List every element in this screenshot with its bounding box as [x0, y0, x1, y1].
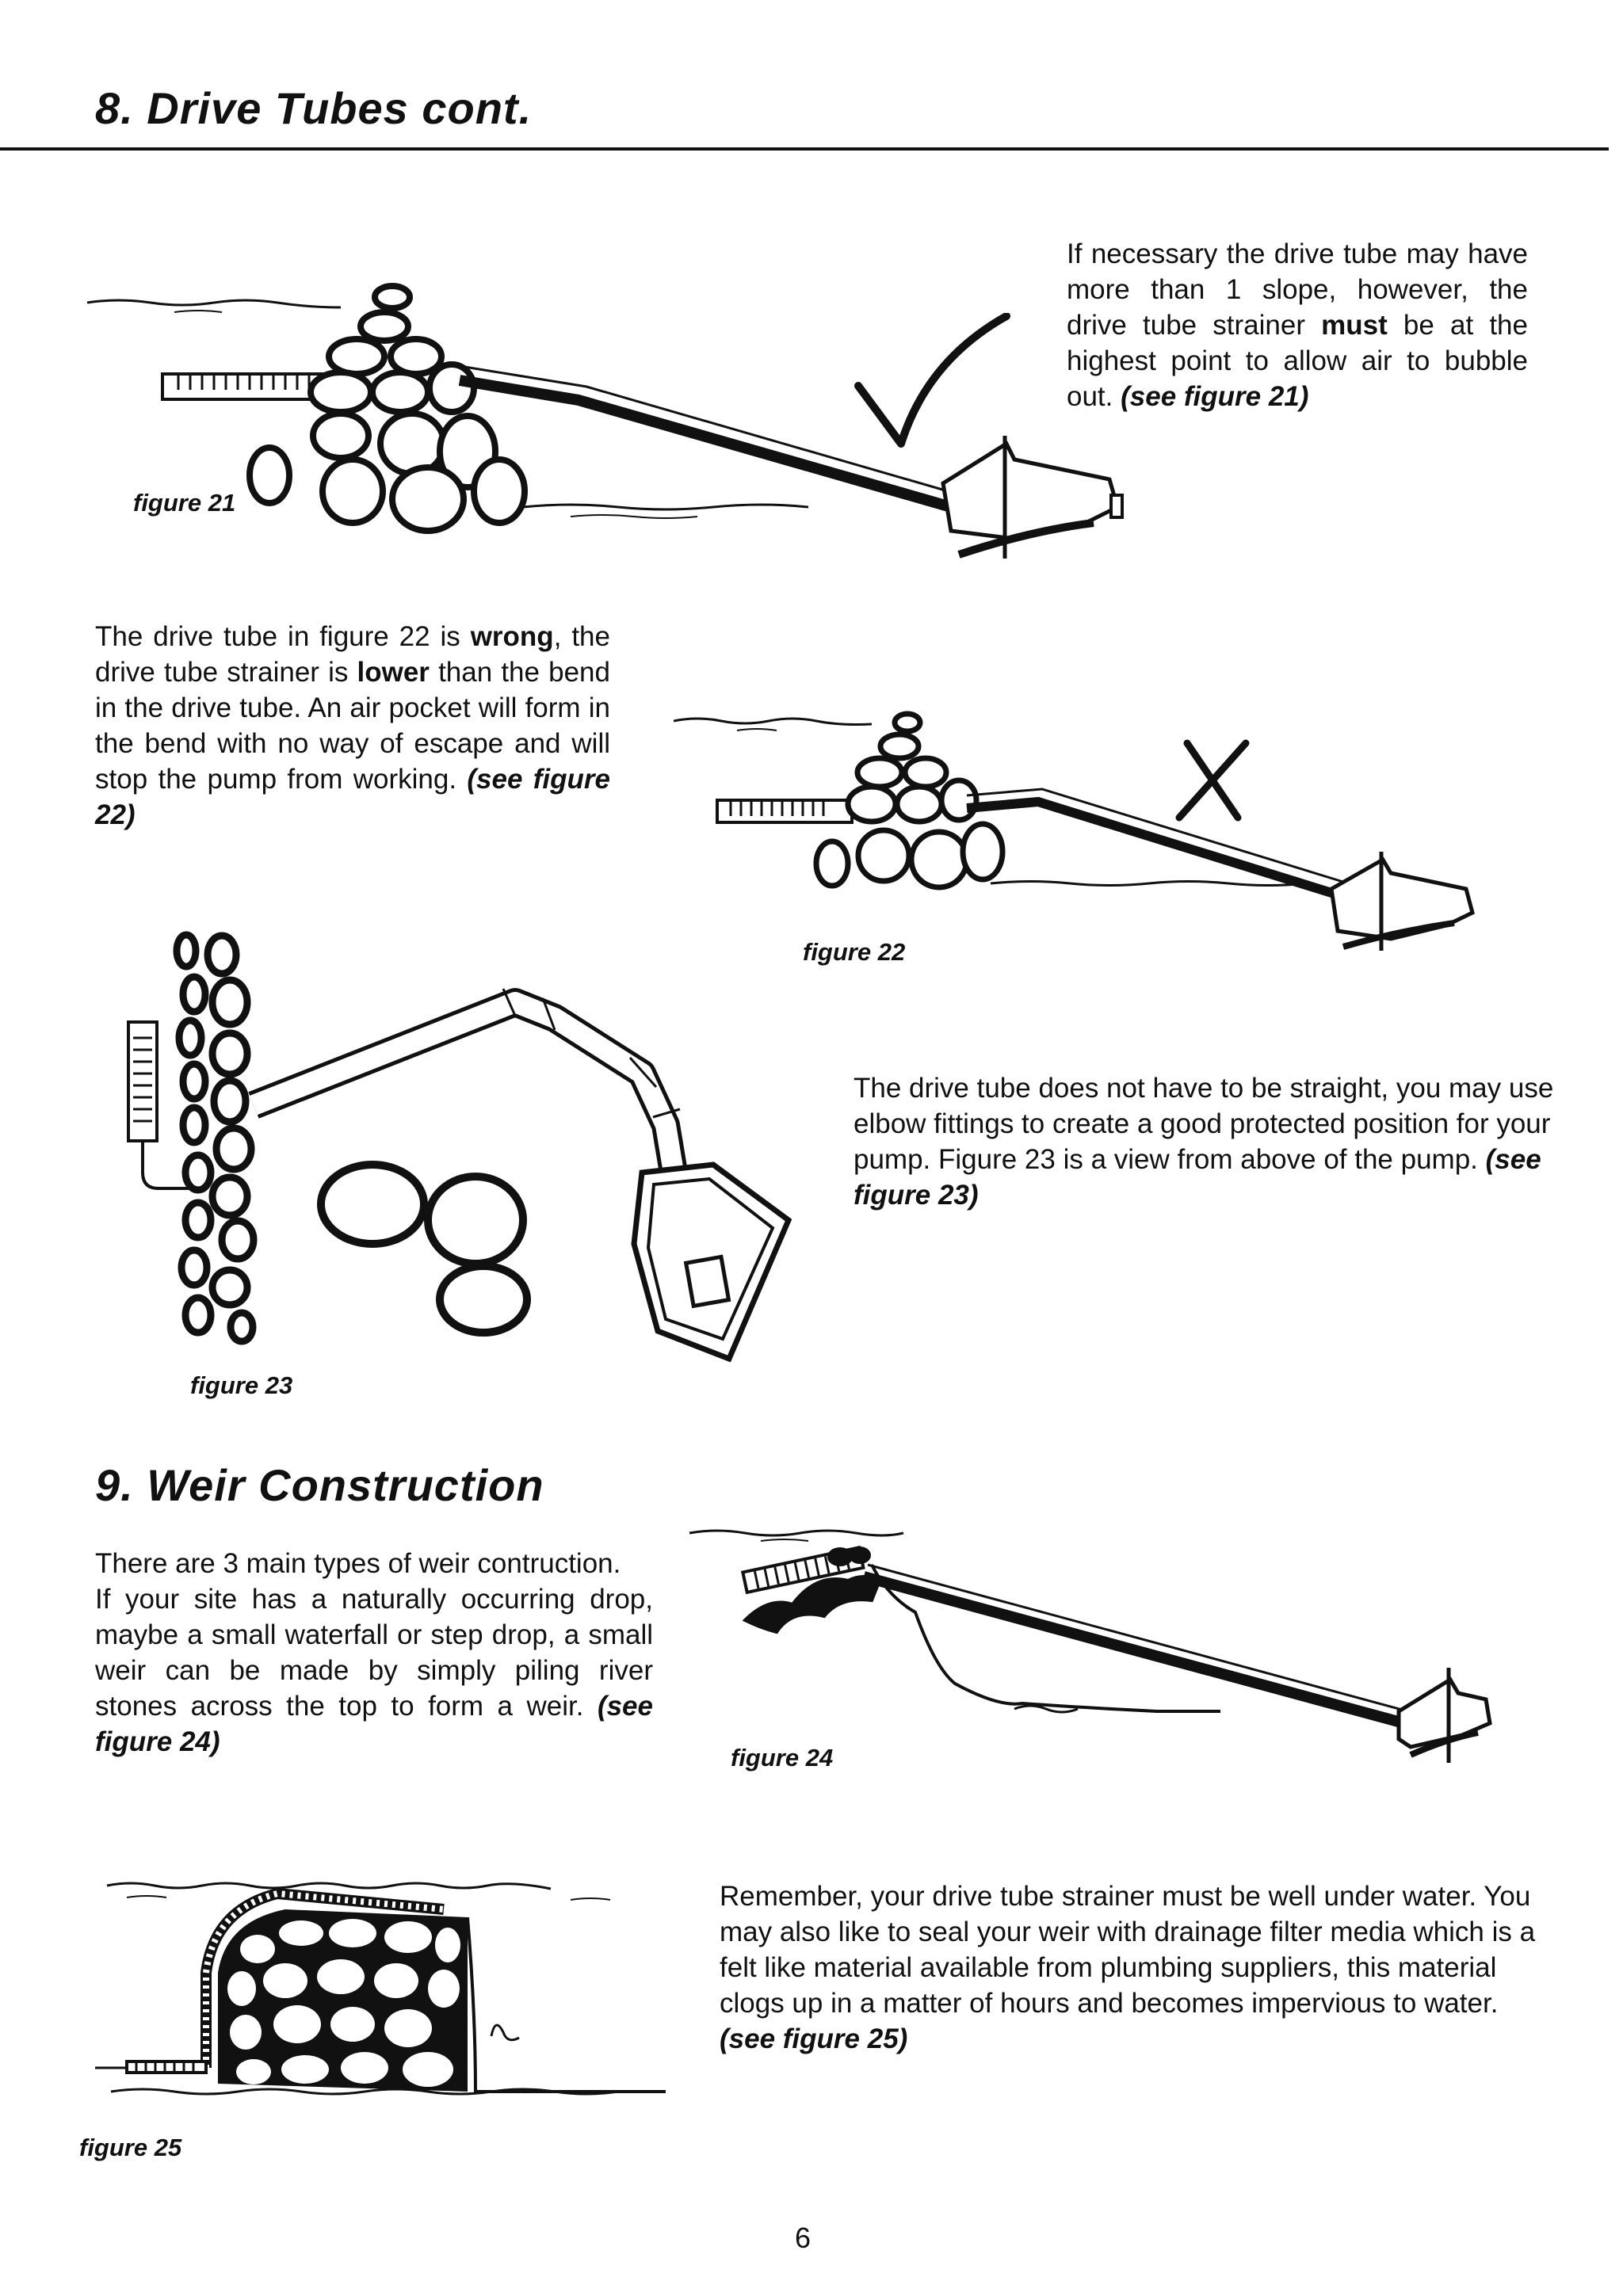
figure-24-caption: figure 24	[731, 1744, 834, 1772]
section-8-title: 8. Drive Tubes cont.	[95, 83, 533, 133]
header-rule	[0, 147, 1609, 151]
figure-23-caption: figure 23	[190, 1371, 293, 1399]
figure-25-caption: figure 25	[79, 2134, 182, 2161]
check-mark-icon	[852, 313, 1010, 460]
paragraph-drainage-filter: Remember, your drive tube strainer must be well under water. You may also like to seal your weir with drainage filter media which is a felt like material available from plumbing suppliers, this material clogs up in a matter of hours and becomes impervious to water. (see figure 25)	[720, 1881, 1536, 2054]
paragraph-multiple-slopes: If necessary the drive tube may have more than 1 slope, however, the drive tube strainer must be at the highest point to allow air to bubble out. (see figure 21)	[1067, 238, 1528, 412]
cross-mark-icon	[1173, 737, 1252, 828]
section-9-title: 9. Weir Construction	[95, 1460, 544, 1510]
paragraph-weir-types: There are 3 main types of weir contruction. If your site has a naturally occurring drop, maybe a small waterfall or step drop, a small weir can be made by simply piling river stones across the top to form a weir. (see figure 24)	[95, 1548, 653, 1757]
figure-22-caption: figure 22	[803, 938, 906, 966]
figure-23-illustration	[111, 919, 808, 1371]
figure-21-caption: figure 21	[133, 489, 236, 517]
page-number: 6	[795, 2222, 812, 2254]
figure-24-illustration	[682, 1509, 1498, 1763]
paragraph-wrong-slope: The drive tube in figure 22 is wrong, the drive tube strainer is lower than the bend in the drive tube. An air pocket will form in the bend with no way of escape and will stop the pump from working. (see figure 22)	[95, 621, 611, 830]
figure-25-illustration	[95, 1854, 666, 2107]
paragraph-elbow-fittings: The drive tube does not have to be straight, you may use elbow fittings to create a good protected position for your pump. Figure 23 is a view from above of the pump. (see figure 23)	[854, 1073, 1554, 1211]
